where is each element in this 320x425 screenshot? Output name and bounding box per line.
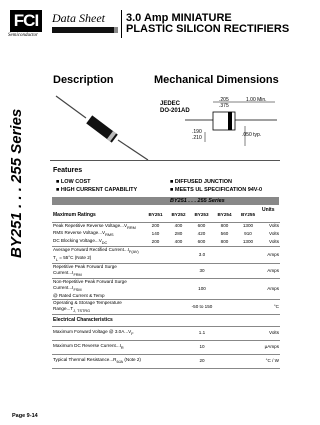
cell-value: 200: [151, 223, 160, 229]
row-label: [52, 326, 144, 340]
cell-value: 400: [174, 223, 183, 229]
company-logo: FCI: [10, 10, 42, 32]
row-label-text: Typical Thermal Resistance...R: [53, 357, 117, 363]
part-number: BY252: [167, 208, 190, 222]
max-ratings-heading: Maximum Ratings: [52, 208, 144, 222]
table-row: [52, 238, 280, 246]
cell-value: 200: [144, 238, 167, 246]
table-row: [52, 354, 280, 368]
header-bar: [52, 27, 114, 33]
cell-value: 910: [244, 231, 252, 237]
row-label-sub: FRM: [73, 272, 82, 277]
diode-lead-bottom: [118, 140, 148, 160]
part-number: BY251: [144, 208, 167, 222]
row-label: [52, 299, 144, 314]
row-label-sub: F: [131, 332, 134, 337]
table-row: [52, 278, 280, 299]
cell-unit: Volts: [269, 223, 279, 229]
cell-value: 1.1: [144, 326, 260, 340]
cell-unit: °C: [260, 299, 280, 314]
row-label: [52, 230, 144, 238]
feature-item: ■ DIFFUSED JUNCTION: [170, 179, 232, 185]
row-label-sub: R: [120, 346, 124, 351]
cell-value: 560: [220, 231, 229, 237]
cell-unit: Amps: [260, 264, 280, 279]
description-heading: Description: [53, 74, 114, 86]
dim-lead-length: 1.00 Min.: [246, 97, 267, 103]
table-row: [52, 299, 280, 314]
dim-diameter: .050 typ.: [242, 132, 262, 138]
row-label-text: @ Rated Current & Temp: [53, 292, 105, 298]
dim-top-2: .375: [219, 103, 229, 109]
row-label-text: Maximum Forward Voltage @ 3.0A...V: [53, 329, 132, 335]
dim-body-1: .190: [192, 129, 202, 135]
part-number: BY255: [236, 208, 260, 222]
jedec-line-1: JEDEC: [160, 101, 181, 107]
features-heading: Features: [53, 167, 83, 174]
row-label-text: Average Forward Rectified Current...I: [53, 247, 129, 253]
row-label-sub: RMS: [105, 233, 114, 238]
table-row: [52, 247, 280, 264]
row-label-text: Non-Repetitive Peak Forward Surge Current...I: [53, 278, 127, 290]
ratings-table: [52, 208, 280, 369]
title-line-2: PLASTIC SILICON RECTIFIERS: [126, 23, 290, 35]
units-header: Units: [262, 207, 275, 213]
row-label-text: T: [53, 255, 56, 261]
feature-text: DIFFUSED JUNCTION: [174, 179, 232, 185]
table-row: [52, 326, 280, 340]
table-section-row: [52, 314, 280, 326]
row-label-text: Repetitive Peak Forward Surge Current...I: [53, 264, 117, 276]
series-side-label: BY251 . . . 255 Series: [8, 108, 25, 258]
row-label-text: RMS Reverse Voltage...V: [53, 230, 106, 236]
cell-unit: Amps: [260, 247, 280, 264]
row-label-sub: F(AV): [129, 250, 139, 255]
row-label-sub: J, T: [73, 308, 80, 313]
cell-value: 20: [144, 354, 260, 368]
cell-value: 800: [213, 238, 236, 246]
row-label-text: Peak Repetitive Reverse Voltage...V: [53, 222, 128, 228]
cell-value: 600: [190, 238, 213, 246]
package-outline-drawing: [185, 96, 280, 158]
cell-unit: Volts: [269, 231, 279, 237]
table-header-row: [52, 208, 280, 222]
row-label: [52, 278, 144, 299]
table-row: [52, 340, 280, 354]
cell-value: -50 to 150: [144, 299, 260, 314]
feature-text: HIGH CURRENT CAPABILITY: [60, 187, 138, 193]
cell-value: 800: [220, 223, 229, 229]
cell-value: 100: [144, 278, 260, 299]
cell-value: 1300: [242, 223, 254, 229]
row-label: [52, 222, 144, 230]
section-rule: [50, 160, 280, 161]
row-label-text: DC Blocking Voltage...V: [53, 238, 102, 244]
cell-unit: Volts: [260, 238, 280, 246]
cell-value: 420: [197, 231, 206, 237]
header-divider: [121, 10, 122, 38]
header-bar-accent: [114, 27, 118, 33]
cell-value: 140: [151, 231, 160, 237]
cell-value: 10: [144, 340, 260, 354]
row-label-sub: θJA: [116, 360, 124, 365]
row-label: [52, 354, 144, 368]
row-label-text: Operating & Storage Temperature Range...T: [53, 299, 122, 311]
cell-value: 600: [197, 223, 206, 229]
row-label-text: = 55°C (Note 2): [57, 255, 92, 261]
diode-body: [86, 115, 118, 142]
feature-item: ■ LOW COST: [56, 179, 91, 185]
cell-value: 3.0: [144, 247, 260, 264]
electrical-heading: Electrical Characteristics: [52, 314, 280, 326]
cell-value: 30: [144, 264, 260, 279]
cell-value: 400: [167, 238, 190, 246]
row-label: [52, 264, 144, 279]
logo-subtitle: Semiconductor: [8, 33, 38, 38]
table-row: [52, 230, 280, 238]
cell-value: 1300: [236, 238, 260, 246]
doc-type-label: Data Sheet: [52, 11, 105, 25]
cell-unit: Amps: [260, 278, 280, 299]
feature-item: ■ HIGH CURRENT CAPABILITY: [56, 187, 138, 193]
table-row: [52, 222, 280, 230]
row-label-sub: DC: [101, 241, 108, 246]
series-bar: [52, 197, 279, 205]
diode-lead-top: [56, 96, 86, 118]
row-label-sub: FSM: [73, 287, 82, 292]
cell-unit: Volts: [260, 326, 280, 340]
page-number: Page 9-14: [12, 413, 38, 419]
row-label-text: (Note 2): [123, 357, 141, 363]
row-label-sub: STRG: [79, 308, 91, 313]
row-label-sub: L: [55, 258, 58, 263]
row-label-sub: RRM: [127, 225, 136, 230]
table-row: [52, 264, 280, 279]
cell-unit: μAmps: [260, 340, 280, 354]
feature-item: ■ MEETS UL SPECIFICATION 94V-0: [170, 187, 263, 193]
mechanical-heading: Mechanical Dimensions: [154, 74, 279, 86]
feature-text: LOW COST: [60, 179, 91, 185]
cell-unit: °C / W: [260, 354, 280, 368]
diode-illustration: [52, 92, 152, 162]
row-label-text: Maximum DC Reverse Current...I: [53, 343, 121, 349]
cell-value: 280: [174, 231, 183, 237]
part-number: BY253: [190, 208, 213, 222]
jedec-line-2: DO-201AD: [160, 108, 190, 114]
dim-top-1: .205: [219, 97, 229, 103]
title-line-1: 3.0 Amp MINIATURE: [126, 12, 232, 24]
series-bar-label: BY251 . . . 255 Series: [170, 198, 225, 204]
row-label: [52, 247, 144, 264]
row-label: [52, 340, 144, 354]
row-label: [52, 238, 144, 246]
dim-body-2: .210: [192, 135, 202, 141]
part-number: BY254: [213, 208, 236, 222]
feature-text: MEETS UL SPECIFICATION 94V-0: [174, 187, 263, 193]
